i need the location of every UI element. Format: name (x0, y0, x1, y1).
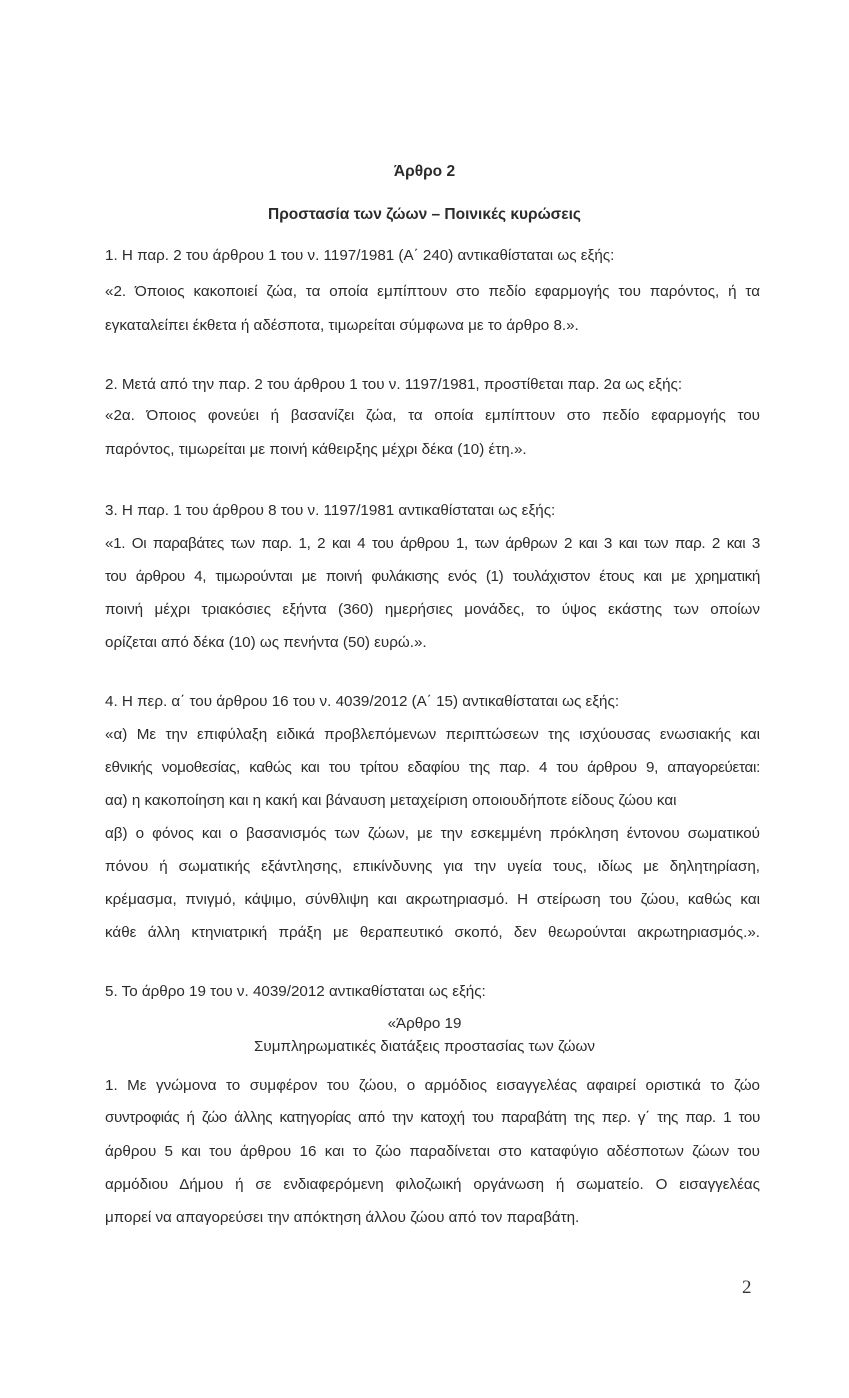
paragraph-line: 4. Η περ. α΄ του άρθρου 16 του ν. 4039/2012 (Α΄ 15) αντικαθίσταται ως εξής: (105, 693, 620, 710)
article-heading: Άρθρο 2 (393, 163, 456, 180)
paragraph-line: 3. Η παρ. 1 του άρθρου 8 του ν. 1197/1981 αντικαθίσταται ως εξής: (105, 502, 556, 519)
paragraph-line: συντροφιάς ή ζώο άλλης κατηγορίας από την κατοχή του παραβάτη της περ. γ΄ της παρ. 1 του (105, 1109, 760, 1126)
paragraph-line: «2. Όποιος κακοποιεί ζώα, τα οποία εμπίπτουν στο πεδίο εφαρμογής του παρόντος, ή τα (105, 283, 760, 300)
paragraph-line: άρθρου 5 και του άρθρου 16 και το ζώο παραδίνεται στο καταφύγιο αδέσποτων ζώων του (105, 1143, 760, 1160)
paragraph-line: εγκαταλείπει έκθετα ή αδέσποτα, τιμωρείται σύμφωνα με το άρθρο 8.». (105, 317, 579, 334)
article-subheading: Προστασία των ζώων – Ποινικές κυρώσεις (268, 206, 581, 223)
paragraph-line: παρόντος, τιμωρείται με ποινή κάθειρξης μέχρι δέκα (10) έτη.». (105, 441, 527, 458)
paragraph-line: πόνου ή σωματικής εξάντλησης, επικίνδυνης για την υγεία τους, ιδίως με δηλητηρίαση, (105, 858, 760, 875)
quoted-article-subheading: Συμπληρωματικές διατάξεις προστασίας των ζώων (254, 1038, 595, 1055)
quoted-article-heading: «Άρθρο 19 (387, 1015, 462, 1032)
paragraph-line: αα) η κακοποίηση και η κακή και βάναυση μεταχείριση οποιουδήποτε είδους ζώου και (105, 792, 677, 809)
paragraph-line: αβ) ο φόνος και ο βασανισμός των ζώων, με την εσκεμμένη πρόκληση έντονου σωματικού (105, 825, 760, 842)
paragraph-line: ποινή μέχρι τριακόσιες εξήντα (360) ημερήσιες μονάδες, το ύψος εκάστης των οποίων (105, 601, 760, 618)
page-number: 2 (742, 1277, 752, 1298)
paragraph-line: «1. Οι παραβάτες των παρ. 1, 2 και 4 του άρθρου 1, των άρθρων 2 και 3 και των παρ. 2 και 3 (105, 535, 760, 552)
paragraph-line: κρέμασμα, πνιγμό, κάψιμο, σύνθλιψη και ακρωτηριασμό. Η στείρωση του ζώου, καθώς και (105, 891, 760, 908)
paragraph-line: μπορεί να απαγορεύσει την απόκτηση άλλου ζώου από τον παραβάτη. (105, 1209, 580, 1226)
paragraph-line: «α) Με την επιφύλαξη ειδικά προβλεπόμενων περιπτώσεων της ισχύουσας ενωσιακής και (105, 726, 760, 743)
paragraph-line: 2. Μετά από την παρ. 2 του άρθρου 1 του ν. 1197/1981, προστίθεται παρ. 2α ως εξής: (105, 376, 683, 393)
paragraph-line: εθνικής νομοθεσίας, καθώς και του τρίτου εδαφίου της παρ. 4 του άρθρου 9, απαγορεύεται: (105, 759, 760, 776)
paragraph-line: 1. Η παρ. 2 του άρθρου 1 του ν. 1197/1981 (Α΄ 240) αντικαθίσταται ως εξής: (105, 247, 615, 264)
paragraph-line: αρμόδιου Δήμου ή σε ενδιαφερόμενη φιλοζωική οργάνωση ή σωματείο. Ο εισαγγελέας (105, 1176, 760, 1193)
paragraph-line: του άρθρου 4, τιμωρούνται με ποινή φυλάκισης ενός (1) τουλάχιστον έτους και με χρηματική (105, 568, 760, 585)
paragraph-line: 5. Το άρθρο 19 του ν. 4039/2012 αντικαθίσταται ως εξής: (105, 983, 486, 1000)
paragraph-line: 1. Με γνώμονα το συμφέρον του ζώου, ο αρμόδιος εισαγγελέας αφαιρεί οριστικά το ζώο (105, 1077, 760, 1094)
paragraph-line: κάθε άλλη κτηνιατρική πράξη με θεραπευτικό σκοπό, δεν θεωρούνται ακρωτηριασμός.». (105, 924, 760, 941)
paragraph-line: «2α. Όποιος φονεύει ή βασανίζει ζώα, τα οποία εμπίπτουν στο πεδίο εφαρμογής του (105, 407, 760, 424)
paragraph-line: ορίζεται από δέκα (10) ως πενήντα (50) ευρώ.». (105, 634, 427, 651)
